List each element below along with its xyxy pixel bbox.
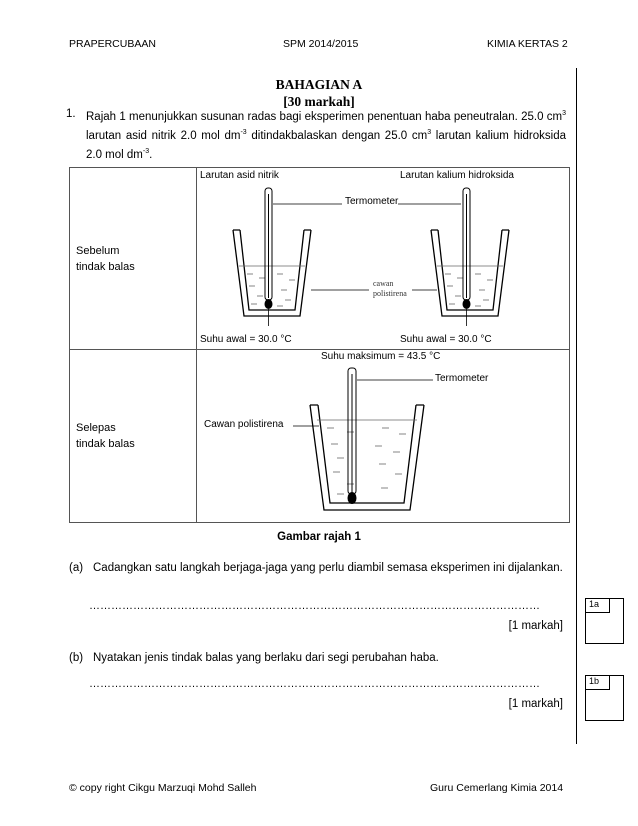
before-diagram-cell <box>197 168 570 350</box>
part-b-text: Nyatakan jenis tindak balas yang berlaku dari segi perubahan haba. <box>93 652 439 664</box>
part-b-score-box[interactable] <box>585 675 624 721</box>
part-a-label: (a) <box>69 562 84 574</box>
diagram-caption: Gambar rajah 1 <box>277 531 361 543</box>
after-thermometer <box>348 368 356 494</box>
part-a-marks: [1 markah] <box>508 620 563 632</box>
max-temp-label: Suhu maksimum = 43.5 °C <box>321 351 441 362</box>
before-label-2: tindak balas <box>76 260 135 273</box>
left-bulb <box>265 299 273 309</box>
after-diagram-cell <box>197 350 570 523</box>
part-a-score-box[interactable] <box>585 598 624 644</box>
after-label-cell <box>70 350 197 523</box>
after-bulb <box>348 492 357 504</box>
part-a-text: Cadangkan satu langkah berjaga-jaga yang perlu diambil semasa eksperimen ini dijalankan. <box>93 562 563 574</box>
cup-label-before: cawan polistirena <box>373 279 407 298</box>
left-initial-temp: Suhu awal = 30.0 °C <box>200 334 292 345</box>
cup-label-after: Cawan polistirena <box>204 419 284 430</box>
thermometer-label-after: Termometer <box>435 373 489 384</box>
question-text: Rajah 1 menunjukkan susunan radas bagi eksperimen penentuan haba peneutralan. 25.0 $cm^3$ larutan asid nitrik 2.0 mol $dm^{-3}$ ditindakbalaskan dengan 25.0 $cm^3$ larutan kalium hidroksida 2.0 mol $dm^{-3}$. <box>86 110 566 161</box>
section-title: BAHAGIAN A <box>275 77 363 92</box>
part-b-marks: [1 markah] <box>508 698 563 710</box>
after-cup <box>310 405 424 510</box>
section-marks: [30 markah] <box>283 94 355 109</box>
right-thermometer <box>463 188 470 300</box>
question-1 <box>66 106 566 162</box>
right-initial-temp: Suhu awal = 30.0 °C <box>400 334 492 345</box>
after-liquid <box>317 420 417 494</box>
header-right: KIMIA KERTAS 2 <box>487 38 568 50</box>
question-number: 1. <box>66 108 76 120</box>
footer-left: © copy right Cikgu Marzuqi Mohd Salleh <box>69 782 257 794</box>
part-a-answer-line[interactable]: …………………………………………………………………………………………………………… <box>89 600 540 612</box>
part-b-box-label: 1b <box>586 676 610 690</box>
left-thermometer <box>265 188 272 300</box>
right-solution-label: Larutan kalium hidroksida <box>400 170 514 181</box>
after-label-2: tindak balas <box>76 438 135 450</box>
footer-right: Guru Cemerlang Kimia 2014 <box>430 782 564 794</box>
diagram-table <box>69 167 570 523</box>
left-solution-label: Larutan asid nitrik <box>200 170 279 181</box>
part-a-box-label: 1a <box>586 599 610 613</box>
before-label-cell <box>70 168 197 350</box>
thermometer-label-before: Termometer <box>345 196 399 207</box>
margin-line <box>576 68 577 744</box>
right-bulb <box>463 299 471 309</box>
part-b-answer-line[interactable]: …………………………………………………………………………………………………………… <box>89 678 540 690</box>
part-b-label: (b) <box>69 652 84 664</box>
header-center: SPM 2014/2015 <box>283 38 359 50</box>
after-label-1: Selepas <box>76 422 116 434</box>
header-left: PRAPERCUBAAN <box>69 38 156 50</box>
after-apparatus <box>197 350 569 522</box>
before-label-1: Sebelum <box>76 244 120 257</box>
